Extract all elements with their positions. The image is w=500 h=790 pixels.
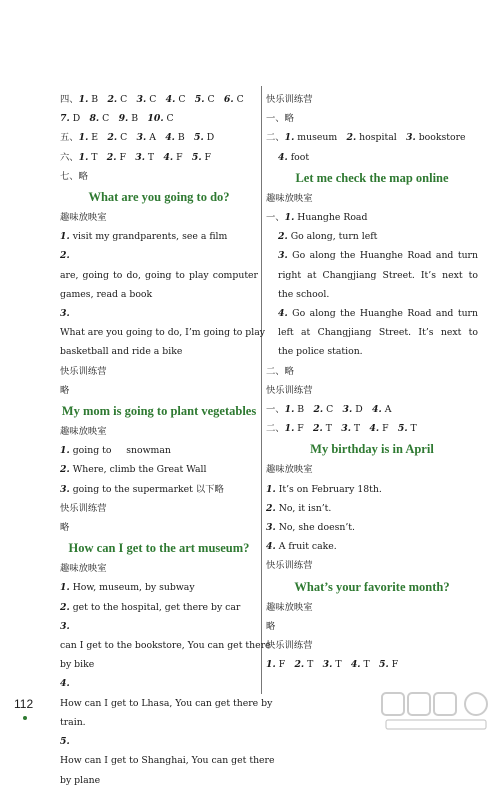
answer-text: It’s on February 18th. <box>278 483 382 495</box>
section-prefix: 四、 <box>60 94 79 105</box>
item-answer: F <box>391 659 399 671</box>
item-number: 1. <box>284 212 295 224</box>
item-answer: B <box>297 404 305 416</box>
answer-line <box>266 285 478 304</box>
answer-line <box>266 189 478 208</box>
answer-line <box>266 246 478 265</box>
item-number: 2. <box>60 464 70 476</box>
item-number: 2. <box>294 659 305 671</box>
answer-line <box>60 674 273 712</box>
answer-text: How can I get to Lhasa, You can get there by <box>60 697 273 709</box>
item-number: 3. <box>406 132 416 144</box>
answer-line <box>266 208 478 227</box>
answer-line <box>60 441 258 460</box>
item-answer: T <box>307 659 314 671</box>
section-prefix: 一、 <box>266 212 285 224</box>
answer-line <box>266 227 478 246</box>
answer-line <box>266 556 478 575</box>
answer-line <box>266 617 478 636</box>
item-number: 1. <box>78 132 89 144</box>
answer-line <box>60 246 258 284</box>
answer-line <box>60 499 258 518</box>
item-number: 2. <box>278 231 288 243</box>
item-number: 4. <box>165 132 175 144</box>
item-number: 4. <box>278 308 288 320</box>
item-number: 3. <box>60 483 70 495</box>
answer-text: 趣味放映室 <box>60 563 107 575</box>
answer-line <box>60 655 258 674</box>
answer-row <box>60 90 258 109</box>
item-answer: T <box>410 423 417 435</box>
answer-text: 趣味放映室 <box>266 464 313 476</box>
item-number: 2. <box>106 151 117 163</box>
answer-line <box>266 109 478 128</box>
item-number: 1. <box>284 132 295 144</box>
item-number: 5. <box>194 132 204 144</box>
item-number: 2. <box>60 250 70 262</box>
unit-heading: What are you going to do? <box>88 190 230 205</box>
item-answer: C <box>326 404 334 416</box>
unit-heading: Let me check the map online <box>295 170 449 185</box>
item-number: 1. <box>60 231 70 243</box>
item-number: 3. <box>342 404 353 416</box>
item-answer: D <box>72 113 81 125</box>
item-answer: C <box>120 132 128 144</box>
item-number: 4. <box>372 404 382 416</box>
answer-line <box>60 342 258 361</box>
item-number: 3. <box>60 620 70 632</box>
answer-line <box>266 148 478 167</box>
answer-row <box>266 400 478 419</box>
item-number: 3. <box>266 522 276 534</box>
answer-text: train. <box>60 716 86 728</box>
unit-heading: My mom is going to plant vegetables <box>61 404 257 419</box>
item-number: 4. <box>266 541 276 553</box>
item-answer: E <box>91 132 99 144</box>
item-answer: B <box>177 132 185 144</box>
answer-line <box>60 617 271 655</box>
answer-text: 快乐训练营 <box>266 560 313 572</box>
item-number: 4. <box>60 678 70 690</box>
answer-line <box>60 422 258 441</box>
answer-text: 二、略 <box>266 365 294 377</box>
item-number: 2. <box>313 423 323 435</box>
item-number: 3. <box>322 659 333 671</box>
item-number: 1. <box>78 151 89 163</box>
answer-line <box>60 713 258 732</box>
answer-line <box>266 598 478 617</box>
answer-text: 快乐训练营 <box>60 502 107 514</box>
answer-line <box>60 167 258 186</box>
answer-line <box>266 342 478 361</box>
watermark-logo <box>380 690 492 734</box>
item-answer: D <box>206 132 215 144</box>
item-answer: T <box>353 423 361 435</box>
answer-line <box>60 518 258 537</box>
item-number: 1. <box>78 94 89 105</box>
answer-line <box>266 90 478 109</box>
answer-text: What are you going to do, I’m going to play <box>60 327 265 339</box>
answer-row <box>266 128 478 147</box>
item-answer: T <box>147 151 155 163</box>
answer-text: by plane <box>60 774 101 786</box>
answer-text: basketball and ride a bike <box>60 346 183 358</box>
answer-line <box>60 559 258 578</box>
item-number: 3. <box>136 132 147 144</box>
answer-column-left <box>60 90 275 790</box>
answer-text: No, it isn’t. <box>278 502 332 514</box>
column-divider <box>261 86 262 694</box>
answer-text: right at Changjiang Street. It’s next to <box>278 269 478 281</box>
item-answer: C <box>166 113 174 125</box>
item-number: 1. <box>266 483 276 495</box>
item-number: 10. <box>147 113 164 125</box>
answer-text: Go along the Huanghe Road and turn <box>292 250 478 262</box>
item-number: 8. <box>89 113 100 125</box>
answer-line <box>60 227 258 246</box>
item-answer: T <box>91 151 98 163</box>
item-number: 2. <box>107 94 118 105</box>
answer-text: 七、略 <box>60 170 88 182</box>
item-answer: C <box>120 94 128 105</box>
item-number: 3. <box>278 250 288 262</box>
answer-line <box>60 771 258 790</box>
item-answer: F <box>297 423 304 435</box>
item-number: 1. <box>60 582 70 594</box>
section-prefix: 五、 <box>60 132 79 144</box>
answer-row <box>60 148 258 167</box>
answer-line <box>60 208 258 227</box>
answer-line <box>60 578 258 597</box>
item-answer: D <box>355 404 363 416</box>
item-answer: B <box>91 94 99 105</box>
answer-row <box>60 128 258 147</box>
item-answer: C <box>102 113 110 125</box>
section-prefix: 一、 <box>266 404 285 416</box>
item-number: 3. <box>60 308 70 320</box>
answer-text: Go along the Huanghe Road and turn <box>292 308 478 320</box>
answer-line <box>266 266 478 285</box>
answer-line <box>266 499 478 518</box>
answer-line <box>266 323 478 342</box>
item-number: 4. <box>165 94 176 105</box>
answer-line <box>266 636 478 655</box>
unit-heading: What’s your favorite month? <box>294 579 450 594</box>
answer-line <box>60 362 258 381</box>
item-number: 1. <box>284 423 295 435</box>
item-answer: C <box>178 94 186 105</box>
answer-text: 快乐训练营 <box>266 94 313 105</box>
item-number: 2. <box>60 601 70 613</box>
answer-text: going to the supermarket 以下略 <box>72 483 224 495</box>
item-number: 5. <box>60 736 70 748</box>
item-number: 2. <box>107 132 118 144</box>
answer-text: 快乐训练营 <box>266 640 313 652</box>
answer-line <box>60 285 258 304</box>
item-answer: museum <box>297 132 338 144</box>
answer-row <box>266 419 478 438</box>
answer-text: 略 <box>266 620 276 632</box>
answer-line <box>266 362 478 381</box>
item-number: 5. <box>194 94 205 105</box>
answer-line <box>266 537 478 556</box>
answer-text: 趣味放映室 <box>60 426 107 438</box>
section-prefix: 二、 <box>266 132 285 144</box>
item-answer: F <box>176 151 183 163</box>
item-answer: T <box>325 423 332 435</box>
section-prefix: 二、 <box>266 423 285 435</box>
answer-line <box>266 480 478 499</box>
answer-line <box>266 518 478 537</box>
answer-line <box>60 598 258 617</box>
item-number: 1. <box>266 659 276 671</box>
answer-line <box>266 304 478 323</box>
answer-text: 一、略 <box>266 113 294 125</box>
item-number: 5. <box>397 423 408 435</box>
answer-line <box>266 460 478 479</box>
answer-text: get to the hospital, get there by car <box>72 601 241 613</box>
item-answer: F <box>119 151 126 163</box>
item-answer: F <box>382 423 389 435</box>
item-number: 5. <box>191 151 202 163</box>
answer-text: How, museum, by subway <box>72 582 195 594</box>
item-number: 3. <box>136 94 147 105</box>
answer-text: Where, climb the Great Wall <box>72 464 207 476</box>
answer-text: How can I get to Shanghai, You can get there <box>60 755 275 767</box>
item-number: 2. <box>313 404 324 416</box>
answer-text: 趣味放映室 <box>266 601 313 613</box>
item-answer: F <box>278 659 286 671</box>
item-number: 2. <box>346 132 357 144</box>
answer-text: are, going to do, going to play computer <box>60 269 258 281</box>
answer-text: 略 <box>60 522 70 534</box>
answer-text: visit my grandparents, see a film <box>72 231 228 243</box>
page-number: 112 <box>14 697 34 711</box>
item-number: 6. <box>223 94 234 105</box>
item-answer: C <box>207 94 215 105</box>
answer-text: by bike <box>60 659 95 671</box>
answer-text: the police station. <box>278 346 363 358</box>
answer-text: going to snowman <box>72 445 171 457</box>
answer-text: games, read a book <box>60 288 153 300</box>
item-number: 1. <box>284 404 295 416</box>
item-number: 3. <box>135 151 145 163</box>
answer-line <box>266 381 478 400</box>
answer-text: foot <box>290 151 310 163</box>
answer-text: A fruit cake. <box>278 541 337 553</box>
answer-row <box>266 655 478 674</box>
answer-text: 略 <box>60 384 70 396</box>
answer-text: 快乐训练营 <box>60 365 107 377</box>
item-number: 4. <box>163 151 174 163</box>
item-number: 4. <box>278 151 288 163</box>
answer-text: 快乐训练营 <box>266 384 313 396</box>
answer-line <box>60 304 265 342</box>
item-answer: C <box>236 94 244 105</box>
item-number: 1. <box>60 445 70 457</box>
answer-line <box>60 480 258 499</box>
item-answer: F <box>204 151 211 163</box>
answer-text: the school. <box>278 288 330 300</box>
item-answer: A <box>149 132 156 144</box>
answer-column-right <box>266 90 478 674</box>
answer-line <box>60 732 275 770</box>
item-answer: T <box>335 659 342 671</box>
answer-text: left at Changjiang Street. It’s next to <box>278 327 478 339</box>
item-number: 5. <box>379 659 389 671</box>
answer-text: Huanghe Road <box>297 212 368 224</box>
answer-text: Go along, turn left <box>290 231 378 243</box>
item-answer: A <box>384 404 392 416</box>
section-prefix: 六、 <box>60 151 79 163</box>
item-number: 7. <box>60 113 70 125</box>
item-number: 2. <box>266 502 276 514</box>
item-answer: C <box>149 94 157 105</box>
answer-row <box>60 109 258 128</box>
item-answer: hospital <box>359 132 397 144</box>
unit-heading: How can I get to the art museum? <box>68 541 250 556</box>
answer-text: can I get to the bookstore, You can get there <box>60 640 271 652</box>
answer-text: 趣味放映室 <box>266 192 313 204</box>
page-number-dot <box>23 716 27 720</box>
answer-line <box>60 460 258 479</box>
item-number: 4. <box>369 423 380 435</box>
item-number: 9. <box>118 113 129 125</box>
unit-heading: My birthday is in April <box>310 442 434 457</box>
item-answer: B <box>131 113 139 125</box>
item-number: 3. <box>341 423 351 435</box>
item-number: 4. <box>350 659 361 671</box>
answer-line <box>60 381 258 400</box>
answer-text: 趣味放映室 <box>60 212 107 224</box>
item-answer: bookstore <box>418 132 466 144</box>
item-answer: T <box>363 659 370 671</box>
answer-text: No, she doesn’t. <box>278 522 356 534</box>
